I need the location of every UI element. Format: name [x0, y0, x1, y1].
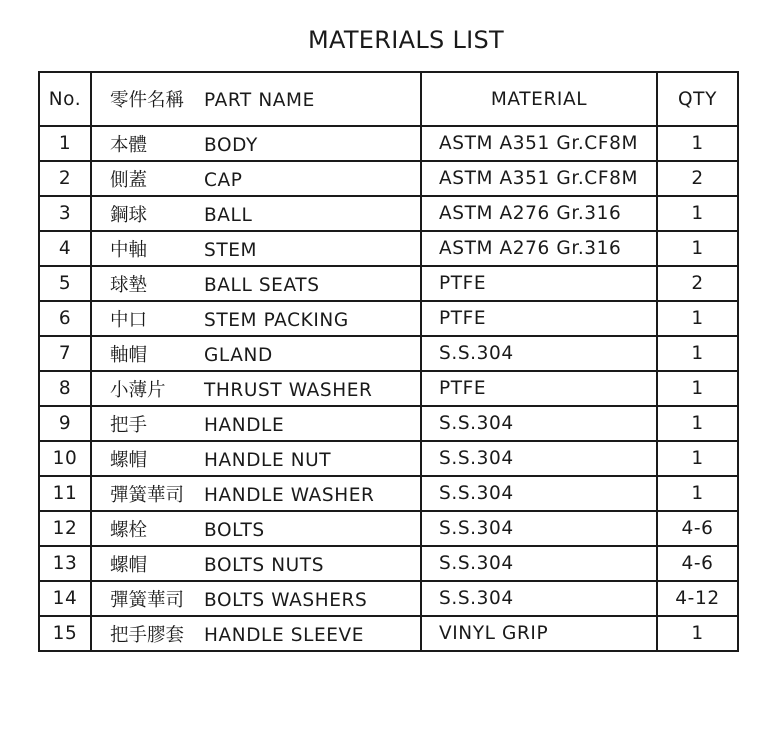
- cell-no: 8: [39, 371, 91, 406]
- cell-material: S.S.304: [421, 406, 657, 441]
- cell-material: S.S.304: [421, 546, 657, 581]
- part-name-en: HANDLE SLEEVE: [204, 624, 365, 646]
- part-name-zh: 中口: [110, 309, 148, 331]
- cell-part-name: [91, 616, 421, 651]
- table-row: [39, 441, 738, 476]
- part-name-zh: 彈簧華司: [110, 589, 185, 611]
- cell-qty: 4-12: [657, 581, 738, 616]
- cell-no: 12: [39, 511, 91, 546]
- table-row: [39, 406, 738, 441]
- table-row: [39, 161, 738, 196]
- part-name-zh: 把手: [110, 414, 148, 436]
- cell-part-name: [91, 441, 421, 476]
- part-name-en: HANDLE WASHER: [204, 484, 375, 506]
- cell-part-name: [91, 126, 421, 161]
- part-name-zh: 鋼球: [110, 204, 148, 226]
- cell-part-name: [91, 231, 421, 266]
- cell-qty: 1: [657, 616, 738, 651]
- cell-qty: 2: [657, 161, 738, 196]
- part-name-zh: 軸帽: [110, 344, 148, 366]
- table-row: [39, 266, 738, 301]
- column-header-part-name-en: PART NAME: [204, 90, 315, 111]
- cell-no: 6: [39, 301, 91, 336]
- part-name-zh: 螺帽: [110, 554, 148, 576]
- cell-part-name: [91, 581, 421, 616]
- cell-part-name: [91, 266, 421, 301]
- table-row: [39, 371, 738, 406]
- cell-no: 3: [39, 196, 91, 231]
- cell-material: S.S.304: [421, 336, 657, 371]
- column-header-part-name: [91, 72, 421, 126]
- page-title: MATERIALS LIST: [307, 26, 505, 54]
- part-name-zh: 彈簧華司: [110, 484, 185, 506]
- part-name-en: BODY: [204, 134, 258, 156]
- part-name-zh: 中軸: [110, 239, 148, 261]
- part-name-en: BOLTS NUTS: [204, 554, 325, 576]
- column-header-no: No.: [39, 72, 91, 126]
- cell-part-name: [91, 371, 421, 406]
- cell-qty: 1: [657, 196, 738, 231]
- cell-qty: 1: [657, 126, 738, 161]
- table-row: [39, 476, 738, 511]
- part-name-zh: 本體: [110, 134, 148, 156]
- cell-no: 14: [39, 581, 91, 616]
- table-row: [39, 126, 738, 161]
- column-header-part-name-zh: 零件名稱: [110, 90, 185, 111]
- part-name-en: BOLTS: [204, 519, 265, 541]
- cell-qty: 1: [657, 476, 738, 511]
- part-name-en: CAP: [204, 169, 243, 191]
- part-name-en: BALL SEATS: [204, 274, 320, 296]
- part-name-zh: 螺帽: [110, 449, 148, 471]
- part-name-en: BOLTS WASHERS: [204, 589, 368, 611]
- cell-no: 15: [39, 616, 91, 651]
- cell-material: S.S.304: [421, 511, 657, 546]
- cell-qty: 4-6: [657, 511, 738, 546]
- part-name-en: STEM: [204, 239, 258, 261]
- part-name-en: HANDLE NUT: [204, 449, 332, 471]
- cell-no: 7: [39, 336, 91, 371]
- part-name-zh: 螺栓: [110, 519, 148, 541]
- column-header-material: MATERIAL: [421, 72, 657, 126]
- cell-qty: 4-6: [657, 546, 738, 581]
- cell-part-name: [91, 196, 421, 231]
- cell-material: ASTM A351 Gr.CF8M: [421, 161, 657, 196]
- cell-qty: 1: [657, 301, 738, 336]
- cell-no: 5: [39, 266, 91, 301]
- cell-no: 1: [39, 126, 91, 161]
- table-row: [39, 336, 738, 371]
- table-row: [39, 511, 738, 546]
- table-body: [39, 126, 738, 651]
- cell-part-name: [91, 406, 421, 441]
- cell-qty: 1: [657, 441, 738, 476]
- part-name-zh: 側蓋: [110, 169, 148, 191]
- cell-part-name: [91, 546, 421, 581]
- part-name-en: GLAND: [204, 344, 273, 366]
- cell-qty: 2: [657, 266, 738, 301]
- cell-no: 11: [39, 476, 91, 511]
- cell-part-name: [91, 161, 421, 196]
- part-name-en: THRUST WASHER: [204, 379, 373, 401]
- part-name-zh: 球墊: [110, 274, 148, 296]
- cell-part-name: [91, 301, 421, 336]
- cell-material: PTFE: [421, 301, 657, 336]
- cell-material: ASTM A276 Gr.316: [421, 231, 657, 266]
- cell-material: ASTM A351 Gr.CF8M: [421, 126, 657, 161]
- part-name-en: BALL: [204, 204, 253, 226]
- cell-material: S.S.304: [421, 476, 657, 511]
- cell-material: VINYL GRIP: [421, 616, 657, 651]
- cell-qty: 1: [657, 371, 738, 406]
- table-row: [39, 616, 738, 651]
- cell-no: 2: [39, 161, 91, 196]
- cell-material: S.S.304: [421, 581, 657, 616]
- cell-qty: 1: [657, 406, 738, 441]
- part-name-zh: 小薄片: [110, 379, 166, 401]
- column-header-qty: QTY: [657, 72, 738, 126]
- cell-qty: 1: [657, 336, 738, 371]
- cell-qty: 1: [657, 231, 738, 266]
- cell-material: PTFE: [421, 371, 657, 406]
- cell-part-name: [91, 336, 421, 371]
- table-header-row: [39, 72, 738, 126]
- cell-material: PTFE: [421, 266, 657, 301]
- cell-no: 9: [39, 406, 91, 441]
- table-row: [39, 196, 738, 231]
- part-name-en: HANDLE: [204, 414, 285, 436]
- cell-part-name: [91, 476, 421, 511]
- part-name-en: STEM PACKING: [204, 309, 349, 331]
- cell-part-name: [91, 511, 421, 546]
- table-row: [39, 231, 738, 266]
- cell-no: 13: [39, 546, 91, 581]
- materials-table: [38, 71, 739, 652]
- table-row: [39, 581, 738, 616]
- cell-no: 10: [39, 441, 91, 476]
- cell-no: 4: [39, 231, 91, 266]
- table-row: [39, 546, 738, 581]
- table-row: [39, 301, 738, 336]
- cell-material: S.S.304: [421, 441, 657, 476]
- part-name-zh: 把手膠套: [110, 624, 185, 646]
- cell-material: ASTM A276 Gr.316: [421, 196, 657, 231]
